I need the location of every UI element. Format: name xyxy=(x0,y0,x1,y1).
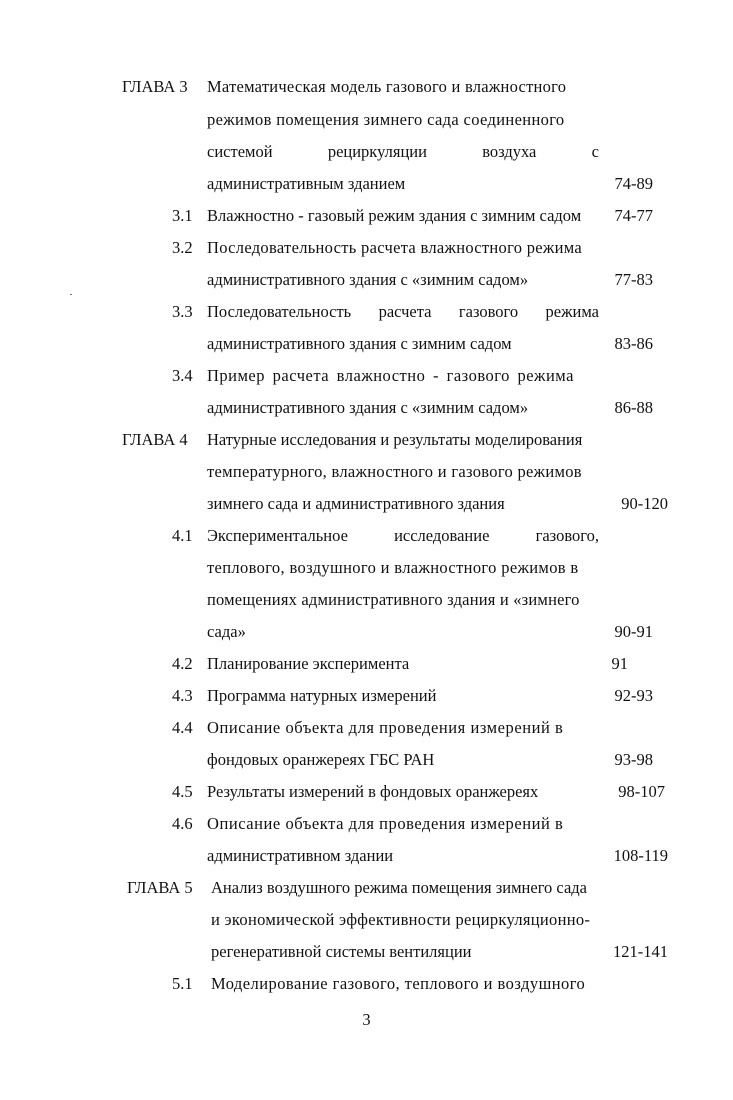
chapter-3-title-line1: Математическая модель газового и влажностного xyxy=(207,77,567,96)
section-4-6-title-line2: административном здании xyxy=(207,846,394,865)
word: Экспериментальное xyxy=(207,526,348,545)
section-4-4-title-line1: Описание объекта для проведения измерений в xyxy=(207,718,564,737)
chapter-3-pages: 74-89 xyxy=(614,174,653,193)
section-3-1-number: 3.1 xyxy=(172,206,193,225)
chapter-3-title-line2: режимов помещения зимнего сада соединенного xyxy=(207,110,565,129)
section-4-1-title-line2: теплового, воздушного и влажностного режимов в xyxy=(207,558,579,577)
word: газового, xyxy=(535,526,599,545)
section-4-3-title: Программа натурных измерений xyxy=(207,686,437,705)
section-3-2-number: 3.2 xyxy=(172,238,193,257)
chapter-5-pages: 121-141 xyxy=(613,942,668,961)
chapter-4-title-line1: Натурные исследования и результаты моделирования xyxy=(207,430,583,449)
section-3-3-pages: 83-86 xyxy=(614,334,653,353)
section-4-6-pages: 108-119 xyxy=(613,846,668,865)
section-4-1-pages: 90-91 xyxy=(614,622,653,641)
word: расчета xyxy=(378,302,432,321)
section-4-2-number: 4.2 xyxy=(172,654,193,673)
section-4-3-pages: 92-93 xyxy=(614,686,653,705)
section-5-1-title-line1: Моделирование газового, теплового и воздушного xyxy=(211,974,586,993)
section-4-2-pages: 91 xyxy=(611,654,628,673)
word: исследование xyxy=(394,526,490,545)
section-3-4-title-line2: административного здания с «зимним садом» xyxy=(207,398,529,417)
section-3-3-title-line1 xyxy=(207,302,599,322)
section-3-2-title-line2: административного здания с «зимним садом» xyxy=(207,270,529,289)
section-4-5-title: Результаты измерений в фондовых оранжереях xyxy=(207,782,539,801)
word: рециркуляции xyxy=(327,142,427,161)
section-4-1-title-line1 xyxy=(207,526,599,546)
chapter-5-title-line1: Анализ воздушного режима помещения зимнего сада xyxy=(211,878,587,897)
chapter-5-title-line2: и экономической эффективности рециркуляционно- xyxy=(211,910,591,929)
chapter-5-label: ГЛАВА 5 xyxy=(127,878,193,897)
chapter-4-label: ГЛАВА 4 xyxy=(122,430,188,449)
section-4-2-title: Планирование эксперимента xyxy=(207,654,410,673)
page-number: 3 xyxy=(362,1010,371,1029)
word: Последовательность xyxy=(207,302,352,321)
section-4-3-number: 4.3 xyxy=(172,686,193,705)
section-4-6-number: 4.6 xyxy=(172,814,193,833)
section-4-5-pages: 98-107 xyxy=(618,782,665,801)
section-4-4-number: 4.4 xyxy=(172,718,193,737)
word: газового xyxy=(458,302,519,321)
section-3-3-title-line2: административного здания с зимним садом xyxy=(207,334,512,353)
word: воздуха xyxy=(482,142,537,161)
word: с xyxy=(591,142,599,161)
section-3-4-pages: 86-88 xyxy=(614,398,653,417)
section-3-1-pages: 74-77 xyxy=(614,206,653,225)
section-3-2-pages: 77-83 xyxy=(614,270,653,289)
section-3-4-number: 3.4 xyxy=(172,366,193,385)
section-5-1-number: 5.1 xyxy=(172,974,193,993)
section-4-6-title-line1: Описание объекта для проведения измерений в xyxy=(207,814,564,833)
chapter-4-pages: 90-120 xyxy=(621,494,668,513)
section-4-4-pages: 93-98 xyxy=(614,750,653,769)
section-4-4-title-line2: фондовых оранжереях ГБС РАН xyxy=(207,750,435,769)
chapter-3-label: ГЛАВА 3 xyxy=(122,77,188,96)
chapter-4-title-line2: температурного, влажностного и газового режимов xyxy=(207,462,582,481)
section-3-2-title-line1: Последовательность расчета влажностного режима xyxy=(207,238,582,257)
section-4-1-title-line4: сада» xyxy=(207,622,246,641)
section-4-1-number: 4.1 xyxy=(172,526,193,545)
section-3-1-title: Влажностно - газовый режим здания с зимним садом xyxy=(207,206,582,225)
word: системой xyxy=(207,142,273,161)
word: режима xyxy=(545,302,599,321)
section-3-3-number: 3.3 xyxy=(172,302,193,321)
chapter-3-title-line4: административным зданием xyxy=(207,174,406,193)
chapter-3-title-line3 xyxy=(207,142,599,162)
section-4-1-title-line3: помещениях административного здания и «зимнего xyxy=(207,590,580,609)
section-3-4-title-line1: Пример расчета влажностно - газового режима xyxy=(207,366,574,385)
scan-speck xyxy=(70,294,72,295)
chapter-4-title-line3: зимнего сада и административного здания xyxy=(207,494,505,513)
chapter-5-title-line3: регенеративной системы вентиляции xyxy=(211,942,472,961)
section-4-5-number: 4.5 xyxy=(172,782,193,801)
